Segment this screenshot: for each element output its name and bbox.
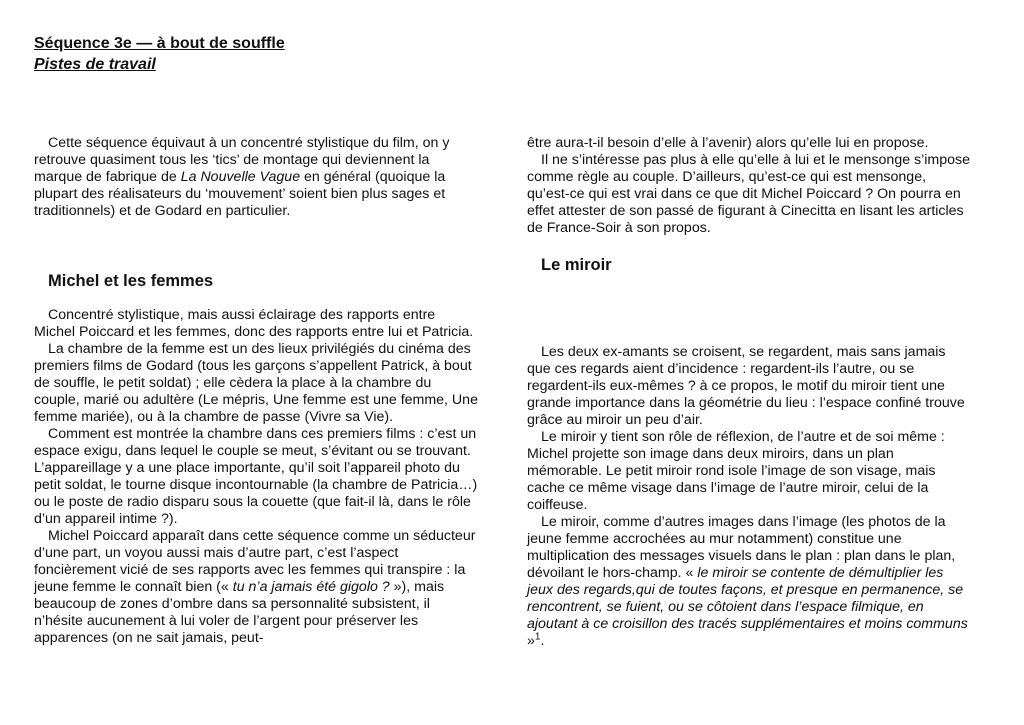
intro-paragraph — [34, 135, 480, 220]
miroir-paragraph-2: Le miroir y tient son rôle de réflexion, de l’autre et de soi même : Michel projette son image dans deux miroirs, dans un plan mémorable. Le petit miroir rond isole l’image de son visage, mais cache ce même visage dans l’image de l’autre miroir, celui de la coiffeuse. — [527, 429, 945, 513]
michel-paragraph-3: Comment est montrée la chambre dans ces premiers films : c’est un espace exigu, dans lequel le couple se meut, s’évitant ou se trouvant. L’appareillage y a une place importante, qu’il soit l’appareil photo du petit soldat, le tourne disque incontournable (la chambre de Patricia…) ou le poste de radio disparu sous la couette (que fait-il là, dans le rôle d’un appareil intime ?). — [34, 426, 478, 527]
intro-block — [34, 135, 480, 220]
intro-text-end: en général (quoique la plupart des réalisateurs du ‘mouvement’ soient bien plus sages et traditionnels) et de Godard en particulier. — [34, 169, 446, 219]
miroir-p3-close: » — [527, 633, 535, 649]
continuation-block — [527, 135, 972, 237]
miroir-p3-end: . — [540, 633, 545, 649]
page-title: Séquence 3e — à bout de souffle — [34, 35, 285, 52]
intro-text: Cette séquence équivaut à un concentré stylistique du film, on y retrouve quasiment tous les ‘tics’ de montage qui deviennent la marque de fabrique de — [34, 135, 450, 185]
continuation-paragraph: être aura-t-il besoin d’elle à l’avenir) alors qu’elle lui en propose. — [527, 135, 929, 151]
miroir-p3-quote: le miroir se contente de démultiplier les jeux des regards,qui de toutes façons, et presque en permanence, se rencontrent, se fuient, ou se côtoient dans l’espace filmique, en ajoutant à ce croisillon des tracés supplémentaires et moins communs — [527, 565, 968, 632]
miroir-paragraph-1: Les deux ex-amants se croisent, se regardent, mais sans jamais que ces regards aient d’incidence : regardent-ils l’autre, ou se regardent-ils eux-mêmes ? à ce propos, le motif du miroir tient une grande importance dans la géométrie du lieu : l’espace confiné trouve grâce au miroir un peu d’air. — [527, 344, 965, 428]
michel-p4-quote: tu n’a jamais été gigolo ? — [232, 579, 390, 595]
mensonge-paragraph: Il ne s’intéresse pas plus à elle qu’elle à lui et le mensonge s’impose comme règle au couple. D’ailleurs, qu’est-ce qui est mensonge, qu’est-ce qui est vrai dans ce que dit Michel Poiccard ? On pourra en effet attester de son passé de figurant à Cinecitta en lisant les articles de France-Soir à son propos. — [527, 152, 971, 236]
michel-paragraph-2: La chambre de la femme est un des lieux privilégiés du cinéma des premiers films de Godard (tous les garçons s’appellent Patrick, à bout de souffle, le petit soldat) ; elle cèdera la place à la chambre du couple, marié ou adultère (Le mépris, Une femme est une femme, Une femme mariée), ou à la chambre de passe (Vivre sa Vie). — [34, 341, 478, 425]
michel-paragraph-4 — [34, 528, 480, 647]
intro-emphasis: La Nouvelle Vague — [180, 169, 301, 185]
footnote-marker: 1 — [534, 631, 541, 643]
michel-section-body — [34, 307, 480, 647]
michel-paragraph-1: Concentré stylistique, mais aussi éclairage des rapports entre Michel Poiccard et les femmes, donc des rapports entre lui et Patricia. — [34, 307, 474, 340]
miroir-p3-text: Le miroir, comme d’autres images dans l’image (les photos de la jeune femme accrochées au mur notamment) constitue une multiplication des messages visuels dans le plan : plan dans le plan, dévoilant le hors-champ. « — [527, 514, 956, 581]
page-subtitle: Pistes de travail — [34, 56, 156, 73]
miroir-paragraph-3 — [527, 514, 972, 650]
section-heading-michel: Michel et les femmes — [48, 272, 214, 290]
section-heading-miroir: Le miroir — [541, 256, 612, 274]
miroir-section-body — [527, 344, 972, 650]
michel-p4-text-end: »), mais beaucoup de zones d’ombre dans sa personnalité subsistent, il n’hésite aucunement à lui voler de l’argent pour préserver les apparences (on ne sait jamais, peut- — [34, 579, 445, 646]
page-header — [34, 33, 285, 75]
michel-p4-text: Michel Poiccard apparaît dans cette séquence comme un séducteur d’une part, un voyou aussi mais d’autre part, c’est l’aspect foncièrement vicié de ses rapports avec les femmes qui transpire : la jeune femme le connaît bien (« — [34, 528, 476, 595]
